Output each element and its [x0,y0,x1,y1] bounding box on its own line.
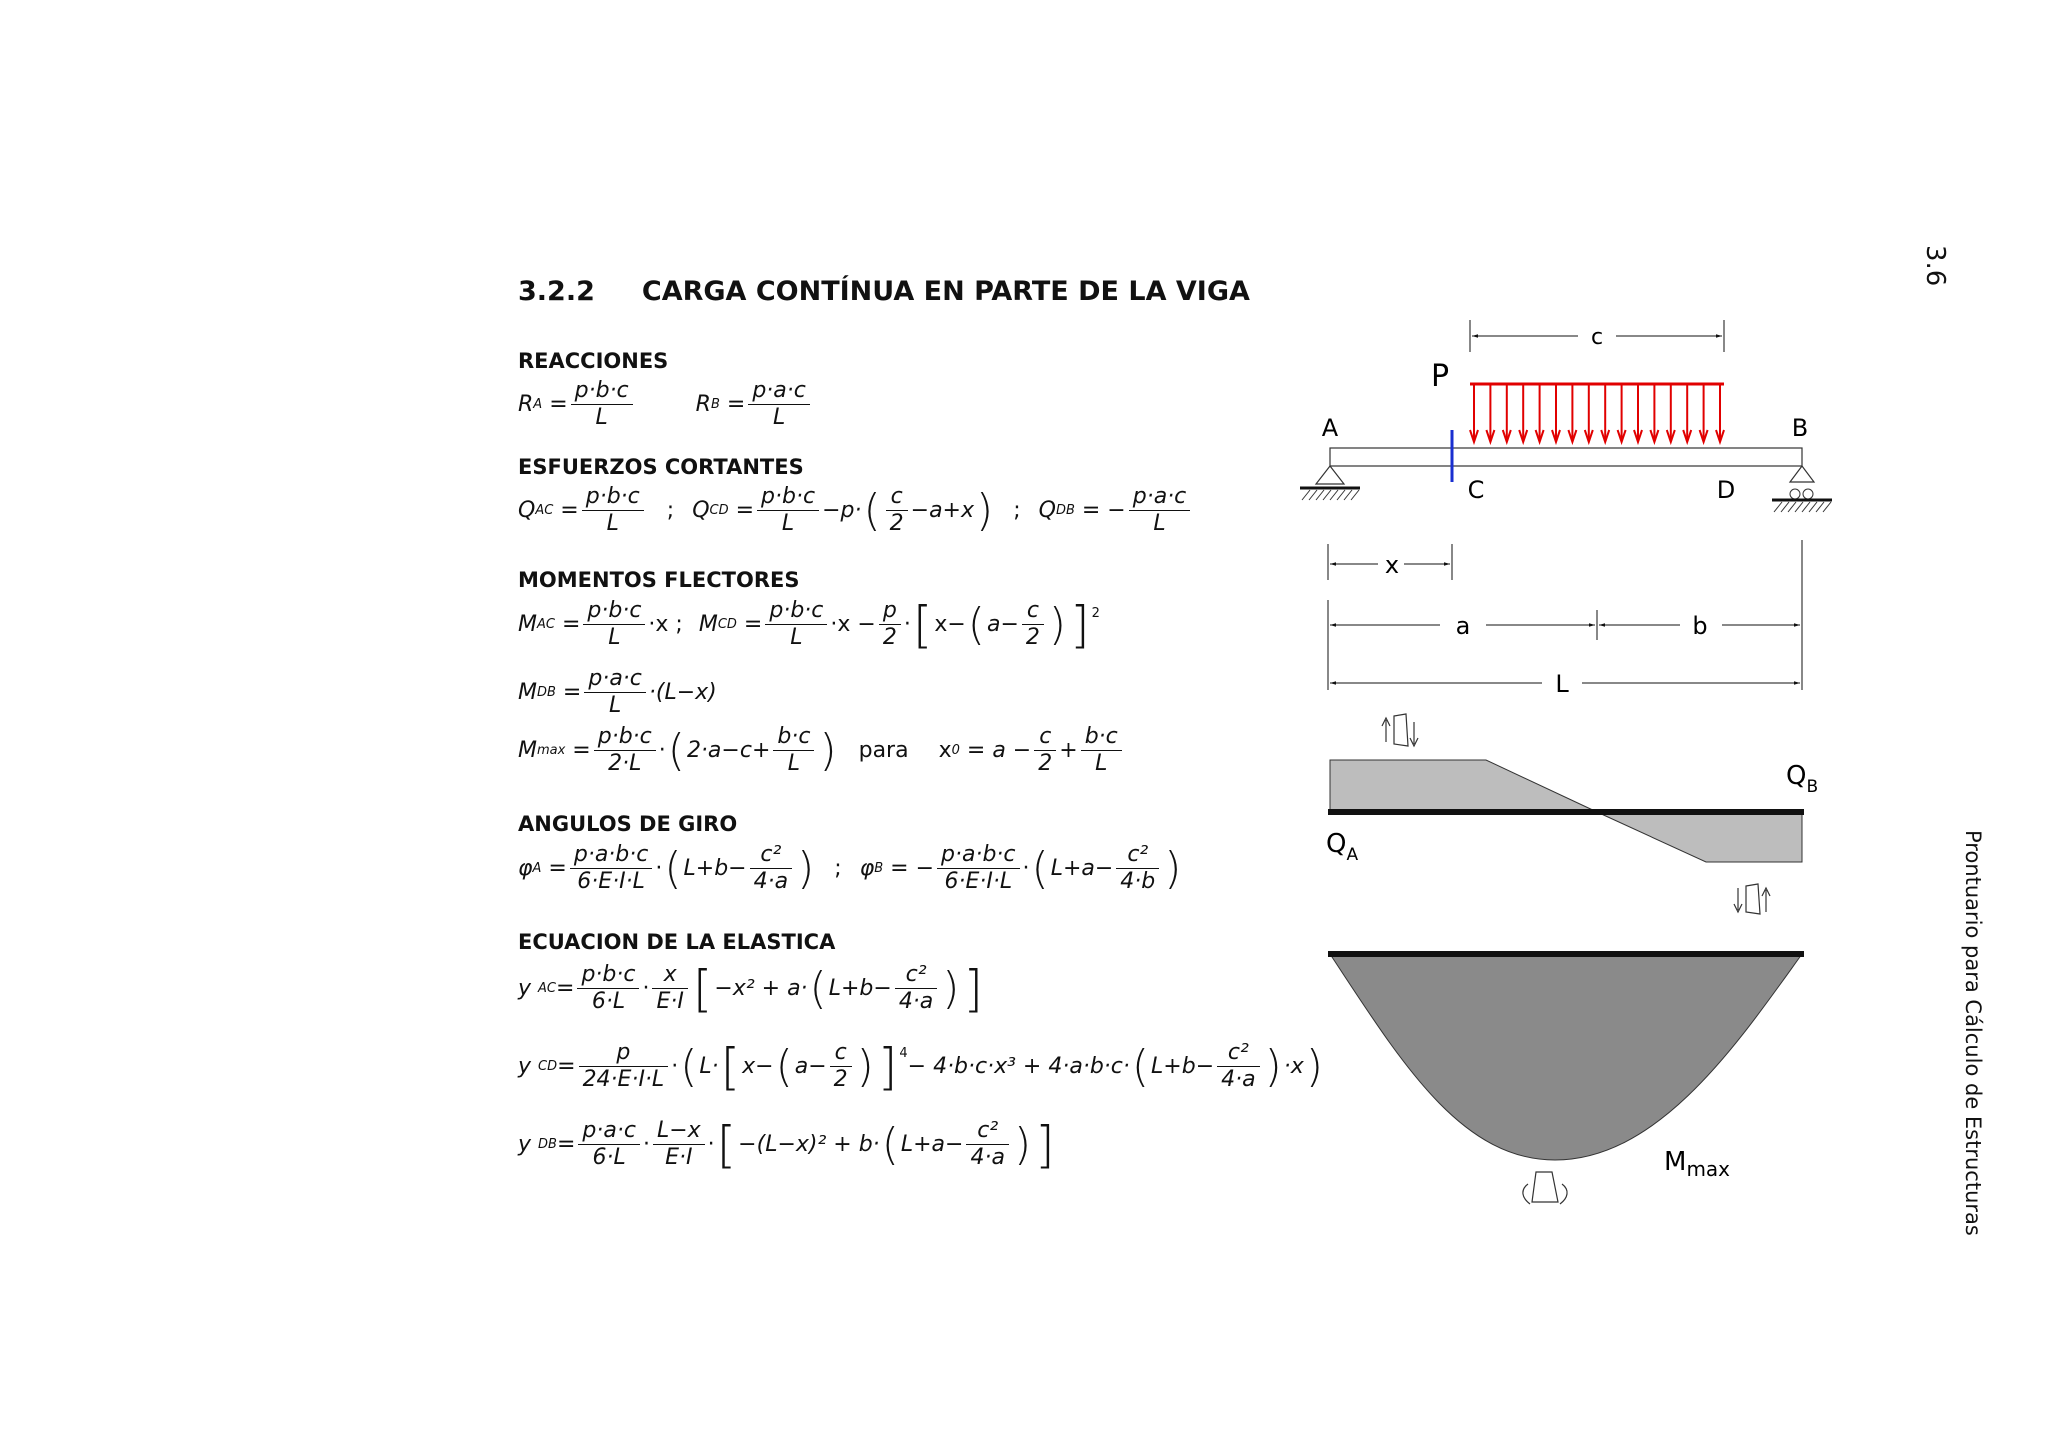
formula-phi: φ A = $\frac{p\cdot a\cdot b\cdot c}{6\cdot E\cdot I\cdot L}$ · ( L+b− $\frac{\text{c²}}{4\cdot a}$ ) ; φ B = − $\frac{p\cdot a\cdot b\cdot c}{6\cdot E\cdot I\cdot L}$ · ( L+a− $\frac{\text{c²}}{4\cdot b}$ ) [518,842,1182,894]
hatch-line [1809,502,1817,512]
hatch-line [1788,502,1796,512]
label-d-point: D [1716,476,1736,504]
formula-mac-mcd: M AC = $\frac{p\cdot b\cdot c}{L}$ ·x ; M CD = $\frac{p\cdot b\cdot c}{L}$ ·x − $\frac{p}{2}$ · [ x− ( a− $\frac{c}{2}$ ) ] $^2$ [518,595,1100,654]
label-b: b [1692,612,1708,640]
formula-ra: R A = $\frac{p\cdot b\cdot c}{L}$ R B = $\frac{p\cdot a\cdot c}{L}$ [518,378,813,431]
label-b-support: B [1791,414,1809,442]
hatch-line [1802,502,1810,512]
label-x: x [1384,551,1400,579]
formula-mdb: M DB = $\frac{p\cdot a\cdot c}{L}$ ·(L−x) [518,666,717,718]
section-title: 3.2.2 CARGA CONTÍNUA EN PARTE DE LA VIGA [518,276,1250,307]
hatch-line [1337,490,1345,500]
heading-angulos: ANGULOS DE GIRO [518,812,738,836]
beam [1330,448,1802,466]
shear-diagram [1328,760,1804,862]
label-c: c [1590,325,1604,350]
label-qa: $Q_A$ [1326,829,1359,865]
side-title: Prontuario para Cálculo de Estructuras [1961,830,1985,1236]
label-a: a [1455,612,1471,640]
formula-ycd: y CD = $\frac{p}{24\cdot E\cdot I\cdot L}$ · ( L· [ x− ( a− $\frac{c}{2}$ ) ] $^4$ − 4·b·c·x³ + 4·a·b·c· ( L+b− $\frac{\text{c²}}{4\cdot a}$ ) ·x ) [518,1037,1323,1096]
label-l: L [1555,670,1569,698]
hatch-line [1795,502,1803,512]
label-qb: $Q_B$ [1786,761,1819,797]
hatch-line [1781,502,1789,512]
dimension-x [1328,544,1452,580]
moment-diagram [1328,954,1804,1160]
label-p: P [1430,359,1450,394]
shear-sign-icon [1382,714,1418,746]
heading-momentos: MOMENTOS FLECTORES [518,568,800,592]
label-a-support: A [1321,414,1339,442]
heading-cortantes: ESFUERZOS CORTANTES [518,455,804,479]
page-number: 3.6 [1920,245,1950,287]
heading-reacciones: REACCIONES [518,349,669,373]
formula-ydb: y DB = $\frac{p\cdot a\cdot c}{6\cdot L}$ · $\frac{L-x}{E\cdot I}$ · [ −(L−x)² + b· ( L+a− $\frac{\text{c²}}{4\cdot a}$ ) ] [518,1115,1055,1174]
hatch-line [1351,490,1359,500]
hatch-line [1316,490,1324,500]
hatch-line [1309,490,1317,500]
moment-sign-icon [1523,1172,1567,1204]
label-mmax: $M_{max}$ [1664,1147,1731,1181]
hatch-line [1816,502,1824,512]
support-a [1300,466,1360,500]
label-c-point: C [1467,476,1485,504]
heading-elastica: ECUACION DE LA ELASTICA [518,930,836,954]
distributed-load [1470,384,1724,442]
formula-cortantes: Q AC = $\frac{p\cdot b\cdot c}{L}$ ; Q CD = $\frac{p\cdot b\cdot c}{L}$ −p· ( $\frac{c}{2}$ −a+x ) ; Q DB = − $\frac{p\cdot a\cdot c}{L}$ [518,484,1193,537]
dimension-c [1470,320,1724,352]
hatch-line [1774,502,1782,512]
formula-yac: y AC = $\frac{p\cdot b\cdot c}{6\cdot L}$ · $\frac{x}{E\cdot I}$ [ −x² + a· ( L+b− $\frac{\text{c²}}{4\cdot a}$ ) ] [518,959,983,1018]
shear-sign-icon-negative [1734,884,1770,914]
hatch-line [1823,502,1831,512]
hatch-line [1344,490,1352,500]
formula-mmax: M max = $\frac{p\cdot b\cdot c}{2\cdot L}$ · ( 2·a−c+ $\frac{b\cdot c}{L}$ ) para x 0 = a − $\frac{c}{2}$ + $\frac{b\cdot c}{L}$ [518,724,1125,777]
hatch-line [1302,490,1310,500]
dimension-l [1330,670,1800,698]
hatch-line [1330,490,1338,500]
hatch-line [1323,490,1331,500]
support-b [1772,466,1832,512]
